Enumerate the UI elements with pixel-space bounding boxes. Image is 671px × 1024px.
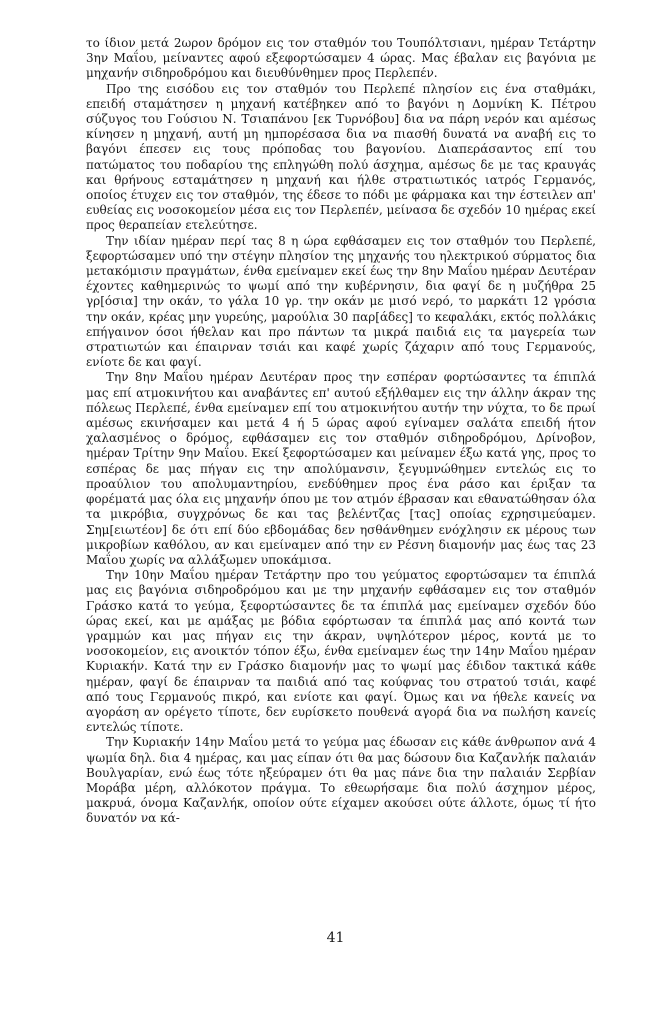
- paragraph-3: Την ιδίαν ημέραν περί τας 8 η ώρα εφθάσαμεν εις τον σταθμόν του Περλεπέ, ξεφορτώσαμεν υπό την στέγην πλησίον της μηχανής του ηλεκτρικού σύρματος δια μετακόμισιν πραγμάτων, ένθα εμείναμεν εκεί έως την 8ην Μαΐου ημέραν Δευτέραν έχοντες καθημερινώς το ψωμί από την κυβέρνησιν, δια φαγί δε η μυζήθρα 25 γρ[όσια] την οκάν, το γάλα 10 γρ. την οκάν με μισό νερό, το μαρκάτι 12 γρόσια την οκάν, κρέας μην γυρεύης, μαρούλια 30 παρ[άδες] το κεφαλάκι, εκτός πολλάκις επήγαινον όσοι ήθελαν και προ πάντων τα μικρά παιδιά εις τα μαγερεία των στρατιωτών και έπαιρναν τσιάι και καφέ χωρίς ζάχαριν από τους Γερμανούς, ενίοτε δε και φαγί.: [86, 233, 596, 370]
- paragraph-5: Την 10ην Μαΐου ημέραν Τετάρτην προ του γεύματος εφορτώσαμεν τα έπιπλά μας εις βαγόνια σιδηροδρόμου και με την μηχανήν εφθάσαμεν εις τον σταθμόν Γράσκο κατά το γεύμα, ξεφορτώσαντες δε τα έπιπλά μας εμείναμεν σχεδόν δύο ώρας εκεί, και με αμάξας με βόδια εφόρτωσαν τα έπιπλά μας από κοντά των γραμμών και μας πήγαν εις την άκραν, υψηλότερον μέρος, κοντά με το νοσοκομείον, εις ανοικτόν τόπον έξω, ένθα εμείναμεν έως την 14ην Μαΐου ημέραν Κυριακήν. Κατά την εν Γράσκο διαμονήν μας το ψωμί μας έδιδον τακτικά κάθε ημέραν, φαγί δε έπαιρναν τα παιδιά από τας κούφνας του στρατού τσιάι, καφέ από τους Γερμανούς πικρό, και ενίοτε και φαγί. Όμως και να ήθελε κανείς να αγοράση αν ορέγετο τίποτε, δεν ευρίσκετο πουθενά αγορά δια να πωλήση κανείς εντελώς τίποτε.: [86, 568, 596, 735]
- paragraph-2: Προ της εισόδου εις τον σταθμόν του Περλεπέ πλησίον εις ένα σταθμάκι, επειδή σταμάτησεν η μηχανή κατέβηκεν από το βαγόνι η Δομνίκη Κ. Πέτρου σύζυγος του Γούσιου Ν. Τσιαπάνου [εκ Τυρνόβου] δια να πάρη νερόν και αμέσως κίνησεν η μηχανή, αυτή μη ημπορέσασα δια να πιασθή δυνατά να αναβή εις το βαγόνι έπεσεν εις τους πρόποδας του βαγονίου. Διαπεράσαντος επί του πατώματος του ποδαρίου της επληγώθη πολύ άσχημα, αμέσως δε με τας κραυγάς και θρήνους εσταμάτησεν η μηχανή και ήλθε στρατιωτικός ιατρός Γερμανός, οποίος έτυχεν εις τον σταθμόν, της έδεσε το πόδι με φάρμακα και την έστειλεν απ' ευθείας εις νοσοκομείον μέσα εις τον Περλεπέν, μείνασα δε σχεδόν 10 ημέρας εκεί προς θεραπείαν ετελεύτησε.: [86, 81, 596, 233]
- page-body: [86, 36, 596, 827]
- paragraph-6: Την Κυριακήν 14ην Μαΐου μετά το γεύμα μας έδωσαν εις κάθε άνθρωπον ανά 4 ψωμία δηλ. δια 4 ημέρας, και μας είπαν ότι θα μας δώσουν δια Καζανλήκ παλαιάν Βουλγαρίαν, ενώ έως τότε ηξεύραμεν ότι θα μας πάνε δια την παλαιάν Σερβίαν Μοράβα μέρη, αλλόκοτον πράγμα. Το εθεωρήσαμε δια πολύ άσχημον μέρος, μακρυά, όνομα Καζανλήκ, οποίον ούτε είχαμεν ακούσει ούτε άλλοτε, όμως τί ήτο δυνατόν να κά-: [86, 735, 596, 826]
- page-number: 41: [326, 930, 345, 946]
- paragraph-1: το ίδιον μετά 2ωρον δρόμον εις τον σταθμόν του Τουπόλτσιανι, ημέραν Τετάρτην 3ην Μαΐου, μείναντες αφού εξεφορτώσαμεν 4 ώρας. Μας έβαλαν εις βαγόνια με μηχανήν σιδηροδρόμου και διευθύνθημεν προς Περλεπέν.: [86, 36, 596, 81]
- paragraph-4: Την 8ην Μαΐου ημέραν Δευτέραν προς την εσπέραν φορτώσαντες τα έπιπλά μας επί ατμοκινήτου και αναβάντες επ' αυτού εξήλθαμεν εις την άλλην άκραν της πόλεως Περλεπέ, ένθα εμείναμεν επί του ατμοκινήτου αυτήν την νύχτα, το δε πρωί αμέσως εκινήσαμεν και μετά 4 ή 5 ώρας αφού εγίναμεν σαλάτα επειδή ήτον χαλασμένος ο δρόμος, εφθάσαμεν εις τον σταθμόν σιδηροδρόμου, Δρίνοβον, ημέραν Τρίτην 9ην Μαΐου. Εκεί ξεφορτώσαμεν και μείναμεν έξω κατά γης, προς το εσπέρας δε μας πήγαν εις την απολύμανσιν, ξεγυμνώθημεν εντελώς εις το προαύλιον του απολυμαντηρίου, ενεδύθημεν προς ένα ράσο και έριξαν τα φορέματά μας όλα εις μηχανήν όπου με τον ατμόν έβρασαν και εθανατώθησαν όλα τα μικρόβια, συγχρόνως δε και τας βελέντζας [τας] οποίας εχρησιμεύαμεν. Σημ[ειωτέον] δε ότι επί δύο εβδομάδας δεν ησθάνθημεν ενόχλησιν εκ μέρους των μικροβίων καθόλου, αν και εμείναμεν από την εν Ρέσνη διαμονήν μας έως τας 23 Μαΐου χωρίς να αλλάξωμεν υποκάμισα.: [86, 370, 596, 567]
